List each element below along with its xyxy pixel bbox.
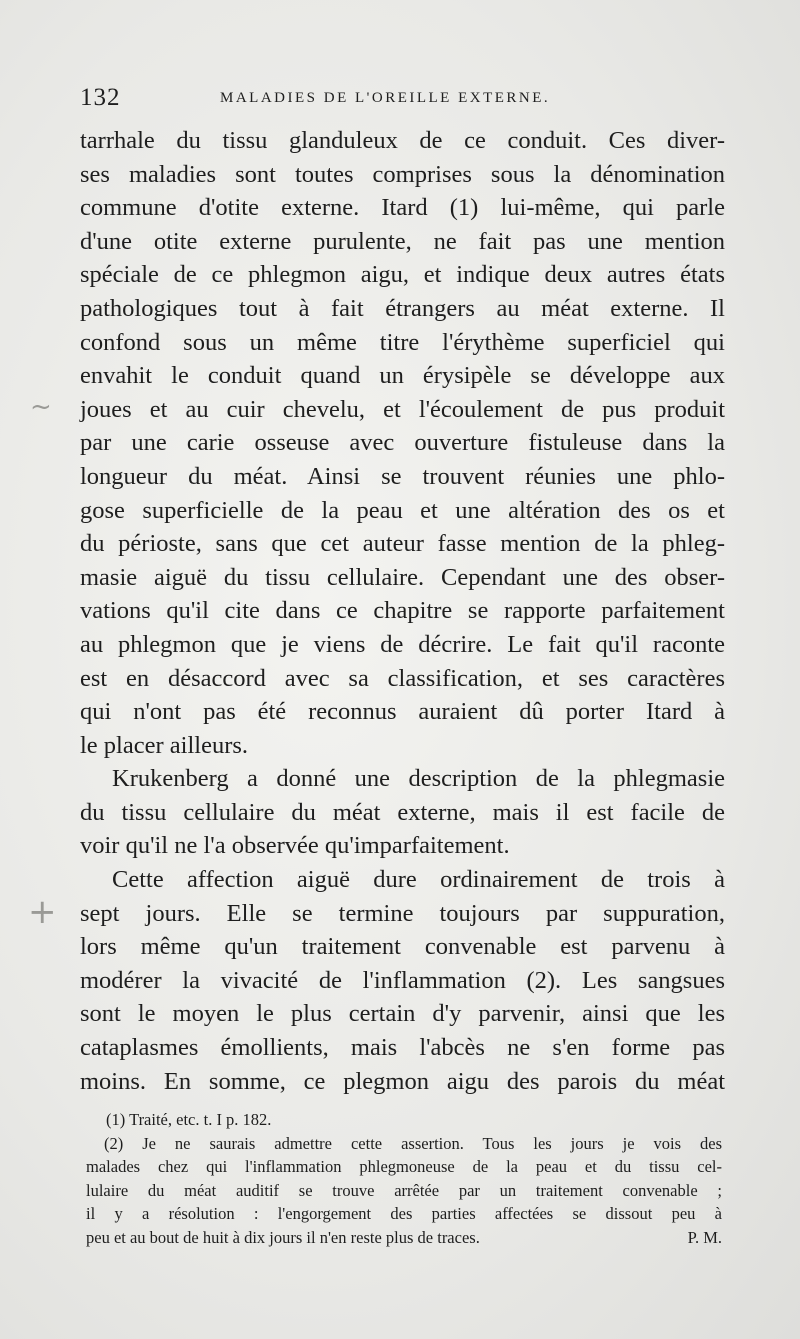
text-line: par une carie osseuse avec ouverture fistuleuse dans la xyxy=(80,429,725,457)
footnote-2-last-line xyxy=(86,1226,722,1250)
text-line: Cette affection aiguë dure ordinairement de trois à xyxy=(112,866,725,894)
footnote-2-line: malades chez qui l'inflammation phlegmoneuse de la peau et du tissu cel- xyxy=(86,1157,722,1177)
text-line: Krukenberg a donné une description de la phlegmasie xyxy=(112,765,725,793)
page-number: 132 xyxy=(80,84,121,111)
text-line: ses maladies sont toutes comprises sous la dénomination xyxy=(80,160,725,188)
text-line: au phlegmon que je viens de décrire. Le fait qu'il raconte xyxy=(80,630,725,658)
footnote-2-line: (2) Je ne saurais admettre cette assertion. Tous les jours je vois des xyxy=(104,1133,722,1153)
text-line: du tissu cellulaire du méat externe, mais il est facile de xyxy=(80,798,725,826)
text-line: qui n'ont pas été reconnus auraient dû porter Itard à xyxy=(80,698,725,726)
text-line: voir qu'il ne l'a observée qu'imparfaitement. xyxy=(80,832,510,860)
text-line: gose superficielle de la peau et une altération des os et xyxy=(80,496,725,524)
text-line: lors même qu'un traitement convenable est parvenu à xyxy=(80,933,725,961)
page-header xyxy=(80,84,720,114)
body-text xyxy=(80,124,725,1098)
text-line: vations qu'il cite dans ce chapitre se rapporte parfaitement xyxy=(80,597,725,625)
footnote-2-line: lulaire du méat auditif se trouve arrêtée par un traitement convenable ; xyxy=(86,1180,722,1200)
text-line: cataplasmes émollients, mais l'abcès ne s'en forme pas xyxy=(80,1034,725,1062)
margin-pencil-mark: ~ xyxy=(30,392,52,422)
text-line: du périoste, sans que cet auteur fasse mention de la phleg- xyxy=(80,530,725,558)
text-line: joues et au cuir chevelu, et l'écoulement de pus produit xyxy=(80,395,725,423)
running-title: MALADIES DE L'OREILLE EXTERNE. xyxy=(220,90,551,106)
text-line: modérer la vivacité de l'inflammation (2). Les sangsues xyxy=(80,966,725,994)
text-line: envahit le conduit quand un érysipèle se développe aux xyxy=(80,362,725,390)
text-line: est en désaccord avec sa classification, et ses caractères xyxy=(80,664,725,692)
margin-pencil-mark: + xyxy=(28,892,57,932)
text-line: le placer ailleurs. xyxy=(80,731,249,759)
text-line: sept jours. Elle se termine toujours par suppuration, xyxy=(80,899,725,927)
footnote-1: (1) Traité, etc. t. I p. 182. xyxy=(106,1110,272,1129)
text-line: masie aiguë du tissu cellulaire. Cependant une des obser- xyxy=(80,563,725,591)
text-line: confond sous un même titre l'érythème superficiel qui xyxy=(80,328,725,356)
text-line: pathologiques tout à fait étrangers au méat externe. Il xyxy=(80,294,725,322)
text-line: tarrhale du tissu glanduleux de ce conduit. Ces diver- xyxy=(80,127,725,154)
text-line: sont le moyen le plus certain d'y parvenir, ainsi que les xyxy=(80,1000,725,1028)
footnotes xyxy=(86,1108,722,1250)
text-line: moins. En somme, ce plegmon aigu des parois du méat xyxy=(80,1067,725,1095)
footnote-signature: P. M. xyxy=(687,1227,722,1247)
footnote-2-line: il y a résolution : l'engorgement des parties affectées se dissout peu à xyxy=(86,1204,722,1224)
footnote-2-line: peu et au bout de huit à dix jours il n'en reste plus de traces. xyxy=(86,1227,480,1247)
text-line: spéciale de ce phlegmon aigu, et indique deux autres états xyxy=(80,261,725,289)
text-line: longueur du méat. Ainsi se trouvent réunies une phlo- xyxy=(80,462,725,490)
text-line: d'une otite externe purulente, ne fait pas une mention xyxy=(80,227,725,255)
text-line: commune d'otite externe. Itard (1) lui-même, qui parle xyxy=(80,194,725,222)
